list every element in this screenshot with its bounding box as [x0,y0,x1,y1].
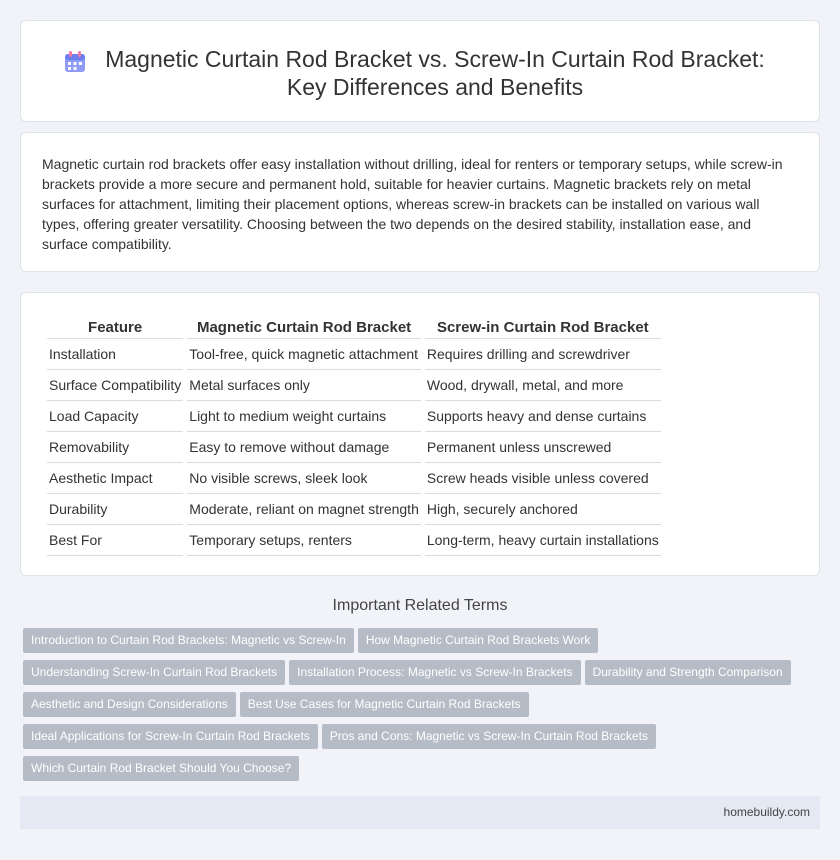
table-row [47,370,661,401]
cell-screw-in: Long-term, heavy curtain installations [425,525,661,556]
page-title: Magnetic Curtain Rod Bracket vs. Screw-In Curtain Rod Bracket: Key Differences and Benefits [105,46,765,100]
tag-row [23,660,823,692]
tag-row [23,628,823,660]
table-row [47,432,661,463]
intro-paragraph: Magnetic curtain rod brackets offer easy installation without drilling, ideal for renters or temporary setups, while screw-in brackets provide a more secure and permanent hold, suitable for heavier curtains. Magnetic brackets rely on metal surfaces for attachment, limiting their placement options, whereas screw-in brackets can be installed on various wall types, offering greater versatility. Choosing between the two depends on the desired stability, installation ease, and surface compatibility. [42,156,783,252]
title-card [20,20,820,122]
cell-magnetic: Moderate, reliant on magnet strength [187,494,421,525]
cell-magnetic: No visible screws, sleek look [187,463,421,494]
table-header-row [47,315,661,339]
cell-feature: Aesthetic Impact [47,463,183,494]
related-tags [23,628,823,788]
calendar-icon [63,50,87,74]
cell-magnetic: Light to medium weight curtains [187,401,421,432]
related-tag[interactable]: Understanding Screw-In Curtain Rod Brackets [23,660,285,685]
header-screw-in: Screw-in Curtain Rod Bracket [425,315,661,339]
related-tag[interactable]: Ideal Applications for Screw-In Curtain Rod Brackets [23,724,318,749]
cell-feature: Surface Compatibility [47,370,183,401]
tag-row [23,724,823,756]
tag-row [23,692,823,724]
header-magnetic: Magnetic Curtain Rod Bracket [187,315,421,339]
related-tag[interactable]: Pros and Cons: Magnetic vs Screw-In Curtain Rod Brackets [322,724,656,749]
cell-feature: Best For [47,525,183,556]
cell-screw-in: Requires drilling and screwdriver [425,339,661,370]
cell-screw-in: High, securely anchored [425,494,661,525]
related-tag[interactable]: Introduction to Curtain Rod Brackets: Magnetic vs Screw-In [23,628,354,653]
table-row [47,339,661,370]
cell-feature: Installation [47,339,183,370]
related-tag[interactable]: Which Curtain Rod Bracket Should You Choose? [23,756,299,781]
cell-screw-in: Permanent unless unscrewed [425,432,661,463]
cell-screw-in: Wood, drywall, metal, and more [425,370,661,401]
tag-row [23,756,823,788]
cell-feature: Removability [47,432,183,463]
cell-magnetic: Tool-free, quick magnetic attachment [187,339,421,370]
footer [20,796,820,829]
cell-screw-in: Supports heavy and dense curtains [425,401,661,432]
comparison-table [43,315,665,556]
intro-card [20,132,820,272]
comparison-card [20,292,820,576]
table-row [47,401,661,432]
table-row [47,463,661,494]
cell-feature: Durability [47,494,183,525]
related-tag[interactable]: Aesthetic and Design Considerations [23,692,236,717]
related-tag[interactable]: Best Use Cases for Magnetic Curtain Rod Brackets [240,692,529,717]
cell-magnetic: Temporary setups, renters [187,525,421,556]
header-feature: Feature [47,315,183,339]
cell-magnetic: Easy to remove without damage [187,432,421,463]
cell-feature: Load Capacity [47,401,183,432]
related-tag[interactable]: Durability and Strength Comparison [585,660,791,685]
cell-screw-in: Screw heads visible unless covered [425,463,661,494]
table-row [47,494,661,525]
related-tag[interactable]: Installation Process: Magnetic vs Screw-In Brackets [289,660,580,685]
cell-magnetic: Metal surfaces only [187,370,421,401]
related-terms-title: Important Related Terms [332,597,508,614]
title-wrap [21,45,819,101]
related-tag[interactable]: How Magnetic Curtain Rod Brackets Work [358,628,599,653]
footer-site-name[interactable]: homebuildy.com [723,805,810,819]
table-row [47,525,661,556]
